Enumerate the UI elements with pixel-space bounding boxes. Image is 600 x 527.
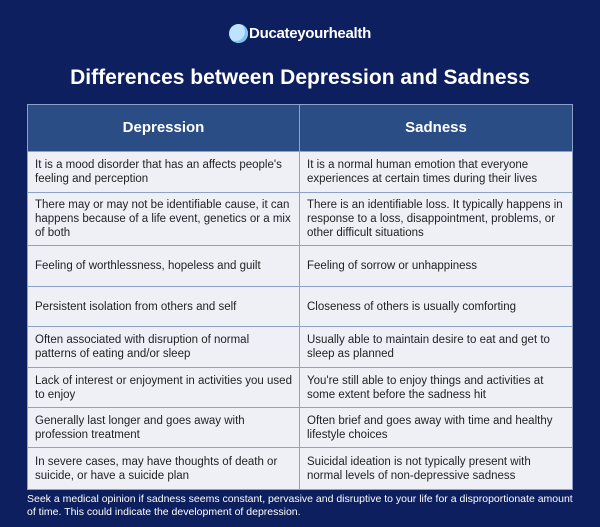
header-depression: Depression [28,105,300,152]
header-sadness: Sadness [300,105,572,152]
sadness-cell: Feeling of sorrow or unhappiness [300,246,572,287]
sadness-cell: Usually able to maintain desire to eat and get to sleep as planned [300,327,572,368]
brand-name: Ducateyourhealth [249,24,371,42]
sadness-cell: Closeness of others is usually comforting [300,287,572,327]
sadness-cell: You're still able to enjoy things and activities at some extent before the sadness hit [300,368,572,408]
sadness-cell: There is an identifiable loss. It typically happens in response to a loss, disappointment, problems, or other difficult situations [300,193,572,246]
table-row [28,327,572,368]
table-row [28,408,572,448]
table-row [28,246,572,287]
page-title: Differences between Depression and Sadness [70,66,530,89]
depression-cell: There may or may not be identifiable cause, it can happens because of a life event, genetics or a mix of both [28,193,300,246]
table-row [28,448,572,489]
circle-logo-icon [229,24,248,43]
depression-cell: Generally last longer and goes away with profession treatment [28,408,300,448]
depression-cell: Often associated with disruption of normal patterns of eating and/or sleep [28,327,300,368]
depression-cell: In severe cases, may have thoughts of death or suicide, or have a suicide plan [28,448,300,489]
depression-cell: Lack of interest or enjoyment in activities you used to enjoy [28,368,300,408]
depression-cell: It is a mood disorder that has an affects people's feeling and perception [28,152,300,193]
depression-cell: Persistent isolation from others and self [28,287,300,327]
sadness-cell: It is a normal human emotion that everyone experiences at certain times during their lives [300,152,572,193]
table-row [28,152,572,193]
table-row [28,193,572,246]
depression-cell: Feeling of worthlessness, hopeless and guilt [28,246,300,287]
table-header-row [28,105,572,152]
table-row [28,368,572,408]
footnote: Seek a medical opinion if sadness seems constant, pervasive and disruptive to your life for a disproportionate amount of time. This could indicate the development of depression. [27,493,573,518]
table-row [28,287,572,327]
sadness-cell: Suicidal ideation is not typically present with normal levels of non-depressive sadness [300,448,572,489]
sadness-cell: Often brief and goes away with time and healthy lifestyle choices [300,408,572,448]
brand [0,22,600,44]
comparison-table [27,104,573,490]
